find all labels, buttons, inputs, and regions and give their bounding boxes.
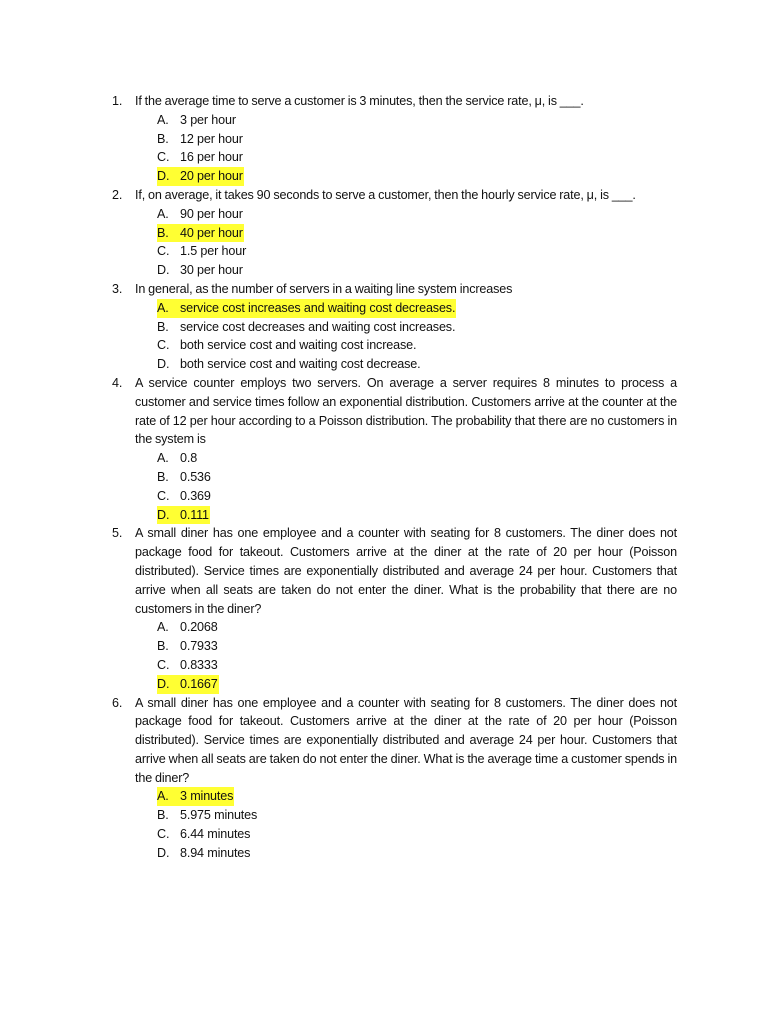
option-text: 0.369: [180, 488, 211, 503]
option-text: 0.1667: [180, 676, 218, 691]
question-5: [0, 524, 768, 693]
question-text: A small diner has one employee and a counter with seating for 8 customers. The diner does not package food for takeout. Customers arrive at the diner at the rate of 20 per hour (Poisson distributed). Service times are exponentially distributed and average 24 per hour. Customers that arrive when all seats are taken do not enter the diner. What is the average time a customer spends in the diner?: [135, 695, 677, 785]
option-letter: B.: [157, 225, 169, 240]
answer-option: [157, 825, 768, 844]
answer-option-highlighted: [157, 167, 768, 186]
answer-option: [157, 637, 768, 656]
answer-option: [157, 261, 768, 280]
answer-option-content: [157, 618, 219, 637]
option-text: 0.8333: [180, 657, 218, 672]
option-letter: D.: [157, 357, 170, 372]
option-text: 90 per hour: [180, 206, 243, 221]
option-letter: C.: [157, 244, 170, 259]
option-text: service cost decreases and waiting cost increases.: [180, 319, 456, 334]
option-text: 1.5 per hour: [180, 244, 247, 259]
question-number: 2.: [112, 187, 123, 202]
option-text: 16 per hour: [180, 150, 243, 165]
answer-option-content: [157, 205, 244, 224]
option-text: 0.536: [180, 469, 211, 484]
option-text: 6.44 minutes: [180, 827, 251, 842]
option-letter: D.: [157, 676, 170, 691]
option-text: service cost increases and waiting cost decreases.: [180, 300, 456, 315]
answer-option-content: [157, 806, 258, 825]
option-letter: D.: [157, 845, 170, 860]
answer-option-content: [157, 261, 244, 280]
question-text: A small diner has one employee and a counter with seating for 8 customers. The diner does not package food for takeout. Customers arrive at the diner at the rate of 20 per hour (Poisson distributed). Service times are exponentially distributed and average 24 per hour. Customers that arrive when all seats are taken do not enter the diner. What is the probability that there are no customers in the diner?: [135, 526, 677, 616]
option-letter: C.: [157, 488, 170, 503]
option-letter: C.: [157, 150, 170, 165]
option-text: 0.111: [180, 507, 209, 522]
answer-option-content: [157, 242, 247, 261]
answer-option: [157, 487, 768, 506]
question-number: 1.: [112, 94, 123, 108]
answer-option-content: [157, 468, 212, 487]
answer-option: [157, 130, 768, 149]
answer-option-content: [157, 449, 198, 468]
option-letter: C.: [157, 827, 170, 842]
answer-option: [157, 656, 768, 675]
answer-option: [157, 148, 768, 167]
option-text: 0.8: [180, 451, 198, 466]
option-letter: B.: [157, 808, 169, 823]
option-letter: A.: [157, 300, 169, 315]
answer-option: [157, 355, 768, 374]
question-list: [0, 92, 768, 863]
answer-option: [157, 336, 768, 355]
option-letter: C.: [157, 338, 170, 353]
question-text: If the average time to serve a customer is 3 minutes, then the service rate, μ, is ___.: [135, 94, 584, 108]
option-text: 20 per hour: [180, 169, 243, 184]
option-letter: D.: [157, 169, 170, 184]
answer-option-content: [157, 318, 456, 337]
answer-option-highlighted: [157, 675, 768, 694]
option-letter: A.: [157, 620, 169, 635]
question-2: [0, 186, 768, 280]
question-text: If, on average, it takes 90 seconds to serve a customer, then the hourly service rate, μ, is ___.: [135, 187, 636, 202]
question-number: 5.: [112, 526, 123, 541]
option-text: both service cost and waiting cost decrease.: [180, 357, 421, 372]
question-text: In general, as the number of servers in a waiting line system increases: [135, 281, 513, 296]
option-text: 0.7933: [180, 639, 218, 654]
answer-option-content: [157, 675, 219, 694]
answer-option-content: [157, 224, 244, 243]
answer-option-highlighted: [157, 787, 768, 806]
option-letter: B.: [157, 469, 169, 484]
answer-option-content: [157, 299, 456, 318]
answer-option-content: [157, 167, 244, 186]
answer-option-content: [157, 637, 219, 656]
question-3: [0, 280, 768, 374]
option-text: 40 per hour: [180, 225, 243, 240]
answer-option-content: [157, 825, 251, 844]
option-text: both service cost and waiting cost increase.: [180, 338, 417, 353]
option-letter: D.: [157, 507, 170, 522]
answer-option-content: [157, 844, 251, 863]
option-letter: B.: [157, 639, 169, 654]
answer-option-content: [157, 355, 422, 374]
option-letter: A.: [157, 789, 169, 804]
option-text: 3 minutes: [180, 789, 234, 804]
answer-option: [157, 242, 768, 261]
option-text: 30 per hour: [180, 263, 243, 278]
answer-option: [157, 318, 768, 337]
answer-option: [157, 844, 768, 863]
option-letter: A.: [157, 206, 169, 221]
option-letter: B.: [157, 319, 169, 334]
option-letter: D.: [157, 263, 170, 278]
answer-option-content: [157, 656, 219, 675]
question-text: A service counter employs two servers. On average a server requires 8 minutes to process a customer and service times follow an exponential distribution. Customers arrive at the counter at the rate of 12 per hour according to a Poisson distribution. The probability that there are no customers in the system is: [135, 375, 677, 447]
question-number: 3.: [112, 281, 123, 296]
answer-option-content: [157, 336, 417, 355]
answer-option: [157, 205, 768, 224]
question-1: [0, 92, 768, 186]
answer-option: [157, 468, 768, 487]
option-text: 8.94 minutes: [180, 845, 251, 860]
answer-option-highlighted: [157, 506, 768, 525]
answer-option: [157, 111, 768, 130]
option-text: 3 per hour: [180, 112, 236, 127]
answer-option-content: [157, 130, 244, 149]
answer-option-content: [157, 111, 237, 130]
answer-option: [157, 806, 768, 825]
answer-option-content: [157, 148, 244, 167]
answer-option-content: [157, 506, 210, 525]
answer-option-content: [157, 787, 234, 806]
option-letter: C.: [157, 657, 170, 672]
option-text: 0.2068: [180, 620, 218, 635]
option-letter: B.: [157, 131, 169, 146]
answer-option-highlighted: [157, 299, 768, 318]
answer-option-content: [157, 487, 212, 506]
option-text: 12 per hour: [180, 131, 243, 146]
answer-option-highlighted: [157, 224, 768, 243]
option-text: 5.975 minutes: [180, 808, 258, 823]
option-letter: A.: [157, 451, 169, 466]
question-4: [0, 374, 768, 524]
question-number: 6.: [112, 695, 123, 710]
option-letter: A.: [157, 112, 169, 127]
question-number: 4.: [112, 375, 123, 390]
question-6: [0, 694, 768, 863]
answer-option: [157, 449, 768, 468]
answer-option: [157, 618, 768, 637]
